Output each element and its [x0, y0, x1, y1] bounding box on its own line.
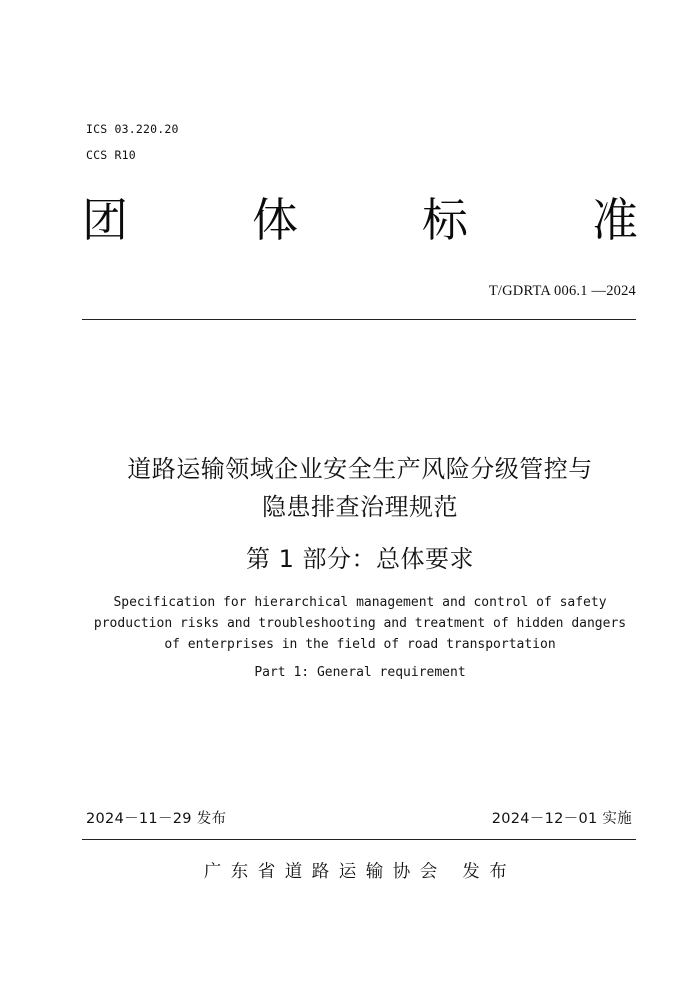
- top-divider: [82, 319, 636, 320]
- document-type-title: [82, 190, 638, 250]
- document-type-char: 标: [422, 193, 468, 247]
- title-english-line-2: production risks and troubleshooting and treatment of hidden dangers: [93, 616, 627, 631]
- part-title-english: Part 1: General requirement: [254, 665, 466, 680]
- document-type-char: 体: [252, 193, 298, 247]
- implementation-date: 2024－12－01 实施: [491, 811, 632, 827]
- publish-date: 2024－11－29 发布: [86, 811, 227, 827]
- title-english-line-1: Specification for hierarchical management and control of safety: [113, 595, 607, 610]
- title-chinese-line-1: 道路运输领域企业安全生产风险分级管控与: [127, 455, 593, 483]
- standard-number: T/GDRTA 006.1 —2024: [488, 283, 636, 299]
- part-title-chinese: 第 1 部分：总体要求: [245, 545, 475, 573]
- title-chinese-line-2: 隐患排查治理规范: [262, 493, 458, 521]
- ccs-code: CCS R10: [86, 148, 136, 162]
- title-english-line-3: of enterprises in the field of road transportation: [164, 637, 556, 652]
- ics-code: ICS 03.220.20: [86, 122, 179, 136]
- document-type-char: 团: [82, 193, 128, 247]
- bottom-divider: [82, 839, 636, 840]
- document-type-char: 准: [592, 193, 638, 247]
- publisher-organization: 广东省道路运输协会: [203, 862, 447, 882]
- publisher-line: [40, 858, 680, 886]
- publisher-action: 发布: [462, 862, 517, 882]
